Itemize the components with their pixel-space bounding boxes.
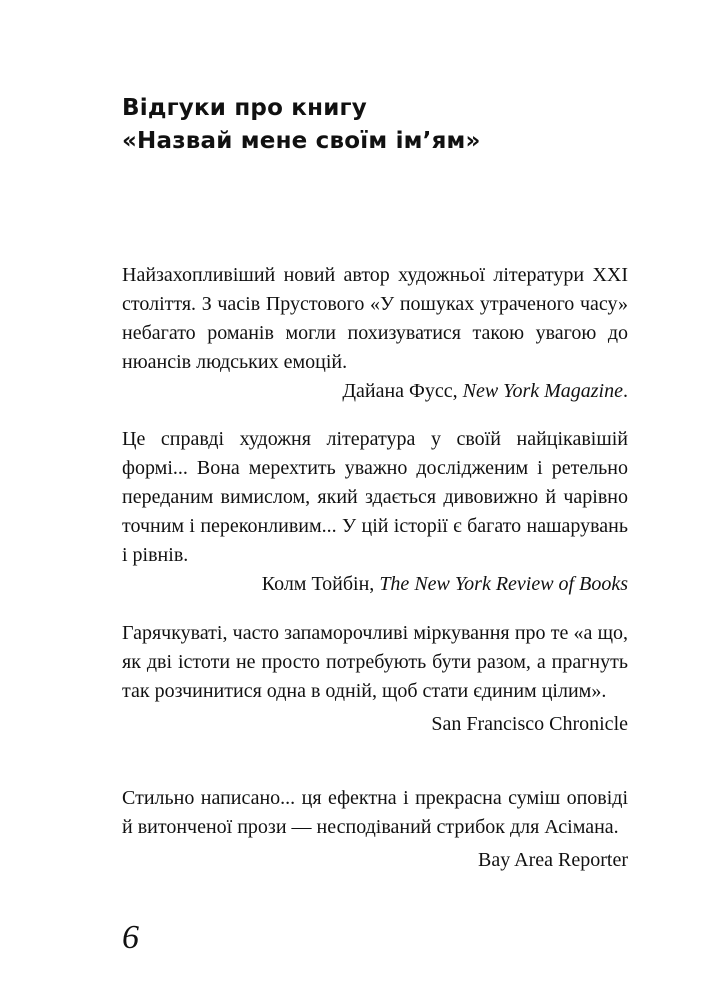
review-text: Найзахопливіший новий автор художньої літератури XXI століття. З часів Прустового «У пошуках утраченого часу» небагато романів могли похизуватися такою увагою до нюансів людських емоцій. xyxy=(122,264,628,373)
review-source: Bay Area Reporter xyxy=(478,849,628,871)
review-attribution xyxy=(122,377,628,406)
review-attribution xyxy=(122,846,628,875)
review-block xyxy=(122,261,628,406)
review-block xyxy=(122,619,628,739)
review-block xyxy=(122,784,628,875)
page-number: 6 xyxy=(122,919,139,956)
review-author: Колм Тойбін, xyxy=(261,573,380,595)
review-block xyxy=(122,425,628,599)
review-attribution xyxy=(122,710,628,739)
review-author: Дайана Фусс, xyxy=(342,380,463,402)
heading-line-1: Відгуки про книгу xyxy=(122,95,367,121)
page-heading xyxy=(122,92,642,158)
review-text: Стильно написано... ця ефектна і прекрасна суміш оповіді й витонченої прози — несподіваний стрибок для Асімана. xyxy=(122,787,628,838)
review-source: New York Magazine xyxy=(462,380,623,402)
review-attribution xyxy=(122,570,628,599)
review-text: Гарячкуваті, часто запаморочливі міркування про те «а що, як дві істоти не просто потребують бути разом, а прагнуть так розчинитися одна в одній, щоб стати єдиним цілим». xyxy=(122,622,628,702)
review-source: San Francisco Chronicle xyxy=(431,713,628,735)
heading-line-2: «Назвай мене своїм ім’ям» xyxy=(122,128,481,154)
review-text: Це справді художня література у своїй найцікавішій формі... Вона мерехтить уважно дослідженим і ретельно переданим вимислом, який здається дивовижно й чарівно точним і переконливим... У цій історії є багато нашарувань і рівнів. xyxy=(122,428,628,566)
review-attribution-suffix: . xyxy=(623,380,628,402)
review-source: The New York Review of Books xyxy=(379,573,628,595)
